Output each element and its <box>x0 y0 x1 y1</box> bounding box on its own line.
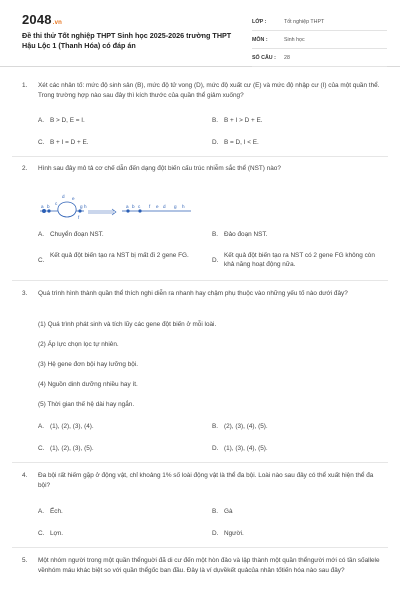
divider <box>12 462 388 463</box>
divider <box>12 280 388 281</box>
diagram-label: d <box>62 194 65 199</box>
exam-page: 2048.vn Đề thi thử Tốt nghiệp THPT Sinh học 2025-2026 trường THPT Hậu Lộc 1 (Thanh Hóa) có đáp án LỚP : Tốt nghiệp THPT MÔN : Sinh học SỐ CÂU : 28 1. Xét các nhân tố: mức độ sinh sản (B), mức độ tử vong (D), mức độ xuất cư (E) và mức độ nhập cư (I) của một quần thể. Trong trường hợp nào sau đây thì kích thước của quần thể giảm xuống? A. B > D, E = I. B. B + I > D + E. C. B + I = D + E. D. B = D, I < E. 2. Hình sau đây mô tả cơ chế dẫn đến dạng đột biến cấu trúc nhiễm sắc thể (NST) nào? a b c d e f g h a b c f e d g h A. Chuyển đoạn NST. B. Đảo đoạn NST. C. Kết quả đột biến tạo ra NST bị mất đi 2 gene FG. D. Kết quả đột biến tạo ra NST có 2 gene FG không còn khả năng hoạt động nữa. 3. Quá trình hình thành quần thể thích nghi diễn ra nhanh hay chậm phụ thuộc vào những yếu tố nào dưới đây? (1) Quá trình phát sinh và tích lũy các gene đột biến ở mỗi loài. (2) Áp lực chọn lọc tự nhiên. (3) Hệ gene đơn bội hay lưỡng bội. (4) Nguồn dinh dưỡng nhiều hay ít. (5) Thời gian thế hệ dài hay ngắn. A. (1), (2), (3), (4). B. (2), (3), (4), (5). C. (1), (2), (3), (5). D. (1), (3), (4), (5). 4. Đa bội rất hiếm gặp ở động vật, chỉ khoảng 1% số loài động vật là thể đa bội. Loài nào sau đây có thể xuất hiện thể đa bội? A. Ếch. B. Gà C. Lợn. D. Người. 5. Một nhóm người trong một quần thểnguời đã di cư đến một hòn đảo và lập thành một quần thểngười mới có tần sốallele vềnhóm máu khác biệt so với quần thểgốc ban đầu. Đây là ví dụvềkết quảcủa nhân tốtiến hóa nào sau đây? <box>0 0 400 600</box>
diagram-label: h <box>182 204 185 209</box>
statement-2: (2) Áp lực chọn lọc tự nhiên. <box>38 341 119 348</box>
diagram-label: e <box>156 204 159 209</box>
question-number: 4. <box>22 472 28 479</box>
question-number: 2. <box>22 165 28 172</box>
diagram-label: f <box>149 204 151 209</box>
diagram-label: e <box>72 196 75 201</box>
diagram-label: g <box>174 204 177 209</box>
diagram-label: a <box>41 204 44 209</box>
diagram-label: c <box>138 204 141 209</box>
statement-5: (5) Thời gian thế hệ dài hay ngắn. <box>38 401 135 408</box>
question-text: Xét các nhân tố: mức độ sinh sản (B), mức độ tử vong (D), mức độ xuất cư (E) và mức độ nhập cư (I) của một quần thể. Trong trường hợp nào sau đây thì kích thước của quần thể giảm xuống? <box>38 82 380 100</box>
diagram-label: c <box>55 201 58 206</box>
diagram-label: f <box>78 215 80 220</box>
exam-meta <box>252 13 387 67</box>
question-text: Một nhóm người trong một quần thểnguời đã di cư đến một hòn đảo và lập thành một quần thểngười mới có tần sốallele vềnhóm máu khác biệt so với quần thểgốc ban đầu. Đây là ví dụvềkết quảcủa nhân tốtiến hóa nào sau đây? <box>38 557 380 575</box>
diagram-label: a <box>126 204 129 209</box>
site-logo[interactable]: 2048.vn <box>22 12 63 27</box>
diagram-label: d <box>163 204 166 209</box>
statement-3: (3) Hệ gene đơn bội hay lưỡng bội. <box>38 361 139 368</box>
diagram-label: h <box>84 204 87 209</box>
meta-row-count: SỐ CÂU : 28 <box>252 49 387 67</box>
question-number: 1. <box>22 82 28 89</box>
diagram-label: b <box>47 204 50 209</box>
exam-header <box>0 0 400 67</box>
divider <box>12 547 388 548</box>
diagram-label: g <box>80 204 83 209</box>
diagram-label: b <box>132 204 135 209</box>
statement-4: (4) Nguồn dinh dưỡng nhiều hay ít. <box>38 381 138 388</box>
statement-1: (1) Quá trình phát sinh và tích lũy các gene đột biến ở mỗi loài. <box>38 321 217 328</box>
meta-row-subject: MÔN : Sinh học <box>252 31 387 49</box>
question-text: Quá trình hình thành quần thể thích nghi diễn ra nhanh hay chậm phụ thuộc vào những yếu tố nào dưới đây? <box>38 290 348 297</box>
meta-row-class: LỚP : Tốt nghiệp THPT <box>252 13 387 31</box>
question-number: 3. <box>22 290 28 297</box>
question-text: Đa bội rất hiếm gặp ở động vật, chỉ khoảng 1% số loài động vật là thể đa bội. Loài nào sau đây có thể xuất hiện thể đa bội? <box>38 472 374 490</box>
exam-title: Đề thi thử Tốt nghiệp THPT Sinh học 2025-2026 trường THPT Hậu Lộc 1 (Thanh Hóa) có đáp án <box>22 31 232 50</box>
chromosome-inversion-diagram <box>36 193 196 223</box>
question-number: 5. <box>22 557 28 564</box>
question-text: Hình sau đây mô tả cơ chế dẫn đến dạng đột biến cấu trúc nhiễm sắc thể (NST) nào? <box>38 165 281 172</box>
divider <box>12 156 388 157</box>
